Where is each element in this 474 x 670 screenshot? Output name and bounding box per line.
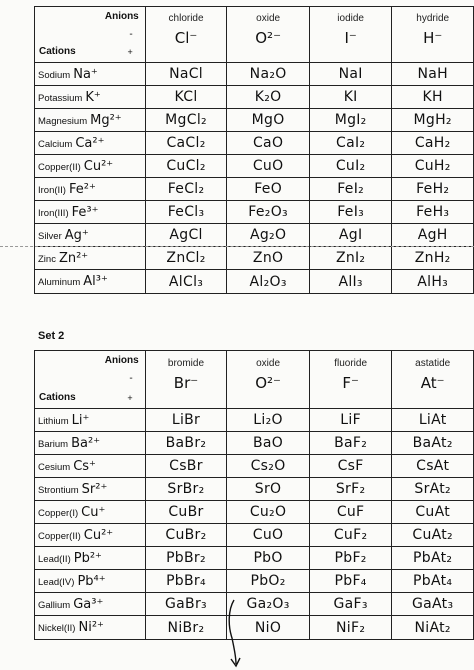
cation-cell [35,247,146,270]
compound-cell: CsF [309,455,392,478]
compound-cell: CaI₂ [309,132,391,155]
compound-cell: SrF₂ [309,478,392,501]
cation-ion: Ni²⁺ [78,620,104,635]
compound-cell: SrBr₂ [145,478,227,501]
compound-cell: CuF₂ [309,524,392,547]
anion-name: oxide [256,12,281,24]
cation-cell [35,409,146,432]
cation-cell [35,270,146,294]
compound-cell: CuI₂ [309,155,391,178]
cation-ion: Zn²⁺ [58,250,89,266]
cation-name: Potassium [38,92,83,104]
compound-cell: LiAt [392,409,474,432]
table-row [35,570,474,593]
anion-header [392,351,474,409]
compound-cell: Li₂O [227,409,310,432]
cation-ion: Li⁺ [71,412,90,428]
anions-charge-label: - [129,373,133,384]
table-row [35,501,474,524]
cation-ion: Ga³⁺ [73,596,104,612]
compound-cell: MgH₂ [392,109,474,132]
compound-cell: LiF [309,409,392,432]
cation-name: Copper(II) [38,161,81,173]
anion-symbol: O²⁻ [255,28,281,47]
cation-ion: Al³⁺ [83,274,108,289]
compound-cell: PbBr₄ [145,570,227,593]
table-row [35,247,474,270]
cation-cell [35,109,146,132]
anion-name: astatide [415,357,451,369]
cation-ion: Pb²⁺ [73,550,102,566]
anion-header [309,7,391,63]
cation-ion: Pb⁴⁺ [77,573,106,589]
compound-cell: BaF₂ [309,432,392,455]
compound-cell: SrAt₂ [392,478,474,501]
compound-cell: PbO [227,547,310,570]
table-row [35,593,474,616]
table-row [35,478,474,501]
compound-cell: CuCl₂ [145,155,227,178]
compound-cell: CsAt [392,455,474,478]
table-row [35,270,474,294]
cation-cell [35,63,146,86]
cation-cell [35,201,146,224]
table-row [35,86,474,109]
compound-cell: MgCl₂ [145,109,227,132]
compound-cell: FeI₂ [309,178,391,201]
cation-ion: Cu⁺ [81,504,106,520]
compound-cell: AlI₃ [309,270,391,294]
anion-symbol: F⁻ [342,373,359,392]
cation-name: Lithium [38,415,69,427]
compound-cell: CaO [227,132,310,155]
cation-cell [35,455,146,478]
anion-header [227,7,310,63]
compound-cell: K₂O [227,86,310,109]
cation-ion: Fe³⁺ [71,204,99,220]
cation-ion: Cu²⁺ [83,527,114,543]
cation-cell [35,547,146,570]
set1-header-row [35,7,474,63]
anion-name: hydride [416,12,450,24]
cation-name: Silver [38,230,62,242]
compound-cell: BaAt₂ [392,432,474,455]
cation-name: Copper(I) [38,507,79,519]
cation-name: Cesium [38,461,71,473]
compound-cell: FeH₃ [392,201,474,224]
compound-cell: BaBr₂ [145,432,227,455]
cation-name: Copper(II) [38,530,81,542]
cation-ion: Sr²⁺ [81,481,108,497]
cation-ion: Mg²⁺ [90,112,122,128]
compound-cell: SrO [227,478,310,501]
cation-name: Iron(II) [38,184,66,196]
compound-cell: PbAt₂ [392,547,474,570]
anion-symbol: H⁻ [423,28,443,47]
compound-cell: CuBr [145,501,227,524]
compound-cell: AgI [309,224,391,247]
compound-cell: CaH₂ [392,132,474,155]
compound-cell: Ag₂O [227,224,310,247]
compound-cell: GaBr₃ [145,593,227,616]
cation-ion: K⁺ [85,89,101,105]
compound-cell: AlH₃ [392,270,474,294]
cation-cell [35,524,146,547]
cation-cell [35,132,146,155]
table-row [35,109,474,132]
cation-cell [35,501,146,524]
set2-label: Set 2 [38,330,65,342]
compound-cell: CuF [309,501,392,524]
cation-ion: Na⁺ [73,66,98,82]
table-row [35,455,474,478]
cation-ion: Cs⁺ [73,458,96,474]
compound-cell: FeO [227,178,310,201]
compound-cell: CuH₂ [392,155,474,178]
anions-charge-label: - [129,29,133,40]
cation-ion: Ca²⁺ [75,135,105,151]
cation-name: Lead(IV) [38,576,75,588]
compound-cell: Ga₂O₃ [227,593,310,616]
table-row [35,524,474,547]
anion-symbol: Cl⁻ [174,28,198,47]
cation-ion: Ag⁺ [64,227,89,243]
anion-symbol: At⁻ [420,373,445,392]
cation-cell [35,432,146,455]
table-row [35,63,474,86]
anion-name: chloride [168,12,204,24]
compound-cell: FeCl₂ [145,178,227,201]
cation-cell [35,570,146,593]
table-row [35,132,474,155]
cation-name: Lead(II) [38,553,71,565]
compound-cell: NiAt₂ [392,616,474,640]
anion-symbol: O²⁻ [255,373,281,392]
compound-cell: PbF₄ [309,570,392,593]
compound-cell: NaI [309,63,391,86]
compound-cell: ZnO [227,247,310,270]
table-row [35,547,474,570]
compound-cell: FeCl₃ [145,201,227,224]
table-row [35,201,474,224]
cation-name: Gallium [38,599,71,611]
anion-name: iodide [337,12,364,24]
pencil-divider-line [0,246,474,248]
compound-cell: Cu₂O [227,501,310,524]
compound-cell: PbBr₂ [145,547,227,570]
handwritten-arrow-icon [220,598,250,670]
compound-cell: MgO [227,109,310,132]
compound-cell: Al₂O₃ [227,270,310,294]
anion-header [227,351,310,409]
compound-cell: NaCl [145,63,227,86]
compound-cell: FeI₃ [309,201,391,224]
cation-ion: Ba²⁺ [71,435,101,451]
cation-cell [35,86,146,109]
compound-cell: KCl [145,86,227,109]
compound-cell: MgI₂ [309,109,391,132]
set2-corner-cell [35,351,146,409]
anion-symbol: Br⁻ [173,373,199,392]
compound-cell: CuAt [392,501,474,524]
set2-table [34,350,474,640]
compound-cell: CsBr [145,455,227,478]
anion-name: bromide [167,357,205,369]
compound-cell: FeH₂ [392,178,474,201]
cation-name: Magnesium [38,115,88,127]
anion-name: oxide [256,357,281,369]
table-row [35,616,474,640]
compound-cell: LiBr [145,409,227,432]
compound-cell: ZnCl₂ [145,247,227,270]
cation-name: Iron(III) [38,207,69,219]
table-row [35,409,474,432]
compound-cell: ZnH₂ [392,247,474,270]
cation-cell [35,478,146,501]
anion-name: fluoride [334,357,368,369]
compound-cell: GaAt₃ [392,593,474,616]
compound-cell: Cs₂O [227,455,310,478]
compound-cell: CuBr₂ [145,524,227,547]
anion-header [145,351,227,409]
cations-charge-label: + [127,393,133,403]
cation-name: Zinc [38,253,56,265]
cation-cell [35,224,146,247]
compound-cell: CuO [227,524,310,547]
table-row [35,178,474,201]
cation-name: Nickel(II) [38,623,76,634]
compound-cell: AgH [392,224,474,247]
compound-cell: Fe₂O₃ [227,201,310,224]
anion-header [392,7,474,63]
compound-cell: AgCl [145,224,227,247]
compound-cell: PbO₂ [227,570,310,593]
compound-cell: PbAt₄ [392,570,474,593]
table-row [35,224,474,247]
compound-cell: NiF₂ [309,616,392,640]
compound-cell: KI [309,86,391,109]
anions-label: Anions [104,11,139,22]
cation-cell [35,178,146,201]
compound-cell: BaO [227,432,310,455]
compound-cell: ZnI₂ [309,247,391,270]
compound-cell: Na₂O [227,63,310,86]
compound-cell: PbF₂ [309,547,392,570]
cations-label: Cations [39,392,76,403]
set1-corner-cell [35,7,146,63]
anion-header [309,351,392,409]
cation-name: Calcium [38,138,73,150]
cations-charge-label: + [127,47,133,57]
table-row [35,155,474,178]
cation-cell [35,593,146,616]
cation-name: Strontium [38,484,79,496]
compound-cell: GaF₃ [309,593,392,616]
cation-name: Barium [38,438,69,450]
cation-cell [35,616,146,640]
compound-cell: KH [392,86,474,109]
compound-cell: CuO [227,155,310,178]
compound-cell: NaH [392,63,474,86]
compound-cell: AlCl₃ [145,270,227,294]
cation-cell [35,155,146,178]
set1-table [34,6,474,294]
compound-cell: CaCl₂ [145,132,227,155]
cation-ion: Cu²⁺ [83,158,114,174]
set2-header-row [35,351,474,409]
anion-header [145,7,227,63]
compound-cell: NiO [227,616,310,640]
anion-symbol: I⁻ [344,28,357,47]
cations-label: Cations [39,46,76,57]
cation-name: Sodium [38,69,71,81]
compound-cell: NiBr₂ [145,616,227,640]
anions-label: Anions [104,355,139,366]
cation-name: Aluminum [38,277,81,288]
compound-cell: CuAt₂ [392,524,474,547]
cation-ion: Fe²⁺ [68,181,96,197]
table-row [35,432,474,455]
